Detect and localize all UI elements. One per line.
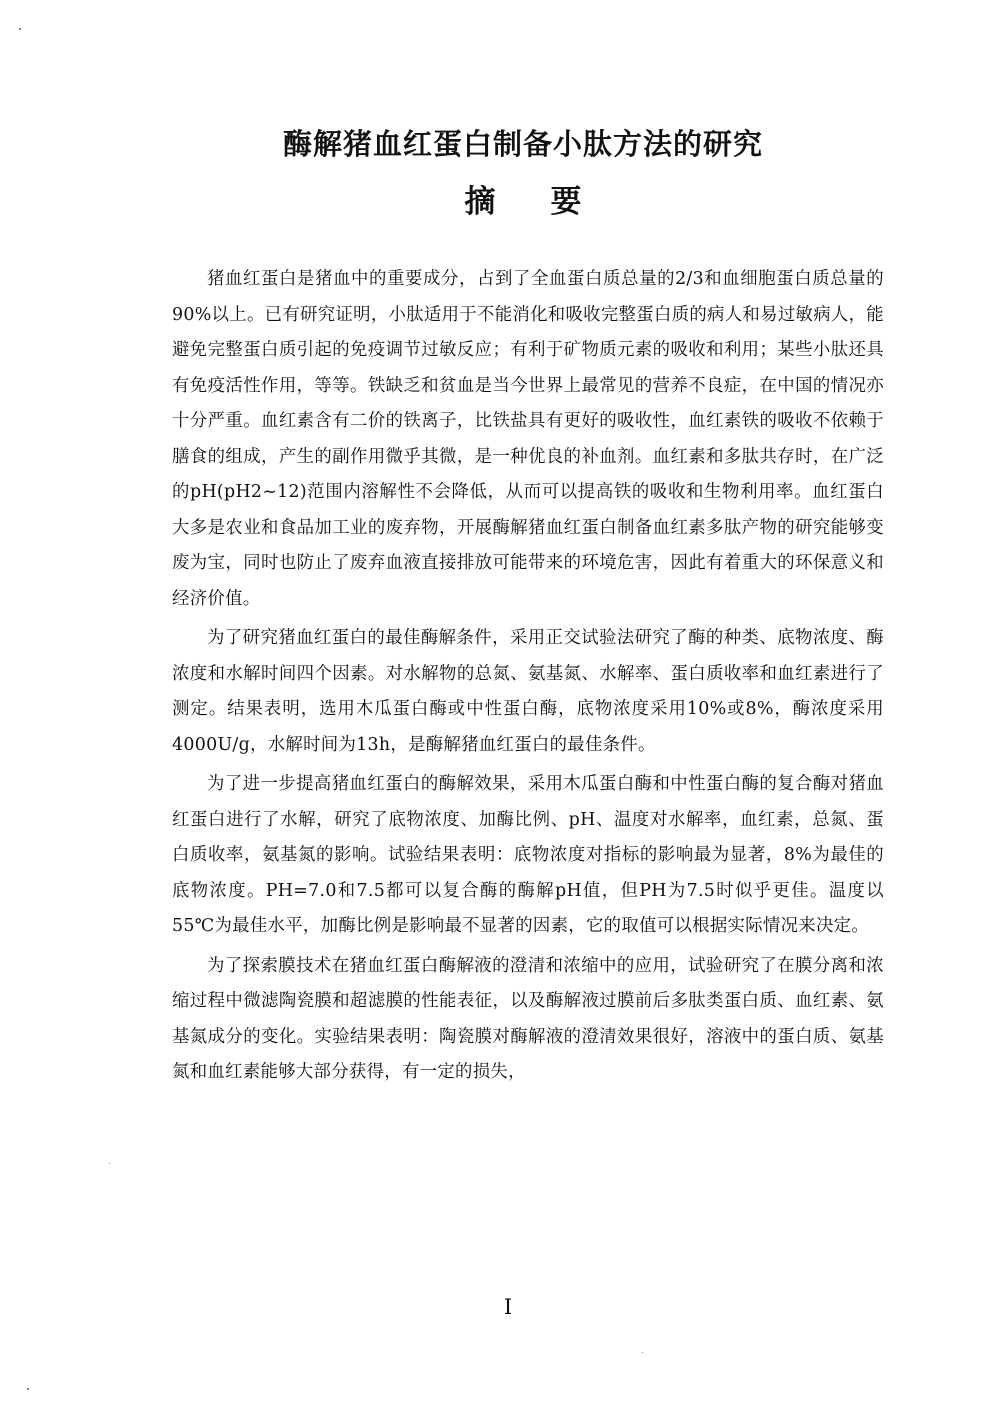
page-number: I — [503, 1295, 513, 1319]
abstract-paragraph-1: 猪血红蛋白是猪血中的重要成分，占到了全血蛋白质总量的2/3和血细胞蛋白质总量的90%以上。已有研究证明，小肽适用于不能消化和吸收完整蛋白质的病人和易过敏病人，能避免完整蛋白质引起的免疫调节过敏反应；有利于矿物质元素的吸收和利用；某些小肽还具有免疫活性作用，等等。铁缺乏和贫血是当今世界上最常见的营养不良症，在中国的情况亦十分严重。血红素含有二价的铁离子，比铁盐具有更好的吸收性，血红素铁的吸收不依赖于膳食的组成，产生的副作用微乎其微，是一种优良的补血剂。血红素和多肽共存时，在广泛的pH(pH2~12)范围内溶解性不会降低，从而可以提高铁的吸收和生物利用率。血红蛋白大多是农业和食品加工业的废弃物，开展酶解猪血红蛋白制备血红素多肽产物的研究能够变废为宝，同时也防止了废弃血液直接排放可能带来的环境危害，因此有着重大的环保意义和经济价值。 — [172, 269, 884, 609]
abstract-paragraph-2: 为了研究猪血红蛋白的最佳酶解条件，采用正交试验法研究了酶的种类、底物浓度、酶浓度和水解时间四个因素。对水解物的总氮、氨基氮、水解率、蛋白质收率和血红素进行了测定。结果表明，选用木瓜蛋白酶或中性蛋白酶，底物浓度采用10%或8%，酶浓度采用4000U/g，水解时间为13h，是酶解猪血红蛋白的最佳条件。 — [172, 628, 884, 755]
abstract-paragraph-3: 为了进一步提高猪血红蛋白的酶解效果，采用木瓜蛋白酶和中性蛋白酶的复合酶对猪血红蛋白进行了水解，研究了底物浓度、加酶比例、pH、温度对水解率，血红素，总氮、蛋白质收率，氨基氮的影响。试验结果表明：底物浓度对指标的影响最为显著，8%为最佳的底物浓度。PH=7.0和7.5都可以复合酶的酶解pH值，但PH为7.5时似乎更佳。温度以55℃为最佳水平，加酶比例是影响最不显著的因素，它的取值可以根据实际情况来决定。 — [172, 774, 884, 936]
abstract-heading: 摘要 — [464, 184, 637, 220]
abstract-body — [172, 262, 884, 1091]
paper-title: 酶解猪血红蛋白制备小肽方法的研究 — [282, 127, 763, 161]
scan-speck — [642, 1352, 643, 1353]
scan-speck — [109, 1163, 110, 1164]
abstract-paragraph-4: 为了探索膜技术在猪血红蛋白酶解液的澄清和浓缩中的应用，试验研究了在膜分离和浓缩过程中微滤陶瓷膜和超滤膜的性能表征，以及酶解液过膜前后多肽类蛋白质、血红素、氨基氮成分的变化。实验结果表明：陶瓷膜对酶解液的澄清效果很好，溶液中的蛋白质、氨基氮和血红素能够大部分获得，有一定的损失， — [172, 955, 884, 1082]
scan-speck — [19, 28, 21, 30]
scan-speck — [27, 1388, 29, 1390]
